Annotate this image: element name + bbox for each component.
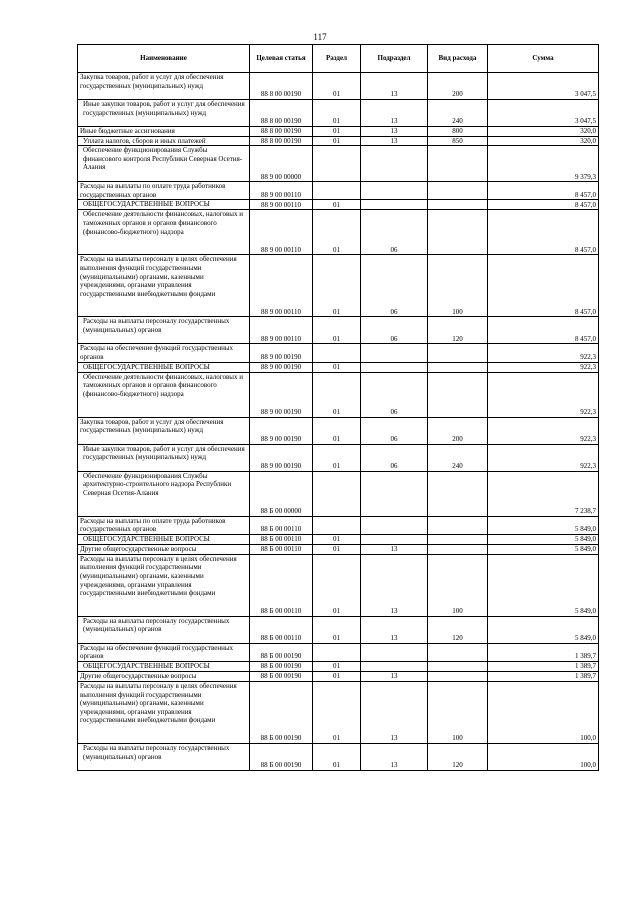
- table-row: [78, 136, 599, 146]
- cell-target: 88 9 00 00190: [250, 372, 313, 417]
- cell-expense-type: [428, 516, 488, 534]
- cell-subsection: [361, 362, 428, 372]
- cell-target: 88 9 00 00000: [250, 146, 313, 182]
- cell-expense-type: 120: [428, 743, 488, 770]
- cell-target: 88 Б 00 00110: [250, 554, 313, 616]
- cell-subsection: 13: [361, 127, 428, 137]
- cell-name: Обеспечение функционирования Службы финансового контроля Республики Северная Осетия-Алания: [78, 146, 250, 182]
- cell-subsection: 13: [361, 554, 428, 616]
- table-row: [78, 417, 599, 444]
- cell-subsection: 06: [361, 317, 428, 344]
- cell-name: Иные бюджетные ассигнования: [78, 127, 250, 137]
- table-row: [78, 73, 599, 100]
- cell-subsection: 06: [361, 417, 428, 444]
- cell-expense-type: [428, 643, 488, 661]
- cell-section: 01: [313, 681, 361, 743]
- cell-expense-type: [428, 146, 488, 182]
- cell-expense-type: 100: [428, 554, 488, 616]
- cell-section: [313, 471, 361, 516]
- cell-name: Обеспечение функционирования Службы архитектурно-строительного надзора Республики Северная Осетия-Алания: [78, 471, 250, 516]
- cell-section: 01: [313, 743, 361, 770]
- cell-subsection: 13: [361, 73, 428, 100]
- header-expense-type: Вид расхода: [428, 45, 488, 73]
- cell-name: Расходы на выплаты персоналу государственных (муниципальных) органов: [78, 317, 250, 344]
- cell-expense-type: [428, 344, 488, 362]
- cell-target: 88 8 00 00190: [250, 100, 313, 127]
- cell-name: Расходы на выплаты персоналу государственных (муниципальных) органов: [78, 743, 250, 770]
- cell-expense-type: 100: [428, 255, 488, 317]
- cell-name: Обеспечение деятельности финансовых, налоговых и таможенных органов и органов финансового (финансово-бюджетного) надзора: [78, 372, 250, 417]
- table-row: [78, 554, 599, 616]
- cell-name: Расходы на выплаты по оплате труда работников государственных органов: [78, 182, 250, 200]
- cell-amount: 5 849,0: [488, 534, 599, 544]
- cell-amount: 8 457,0: [488, 317, 599, 344]
- cell-amount: 100,0: [488, 681, 599, 743]
- cell-name: Закупка товаров, работ и услуг для обеспечения государственных (муниципальных) нужд: [78, 417, 250, 444]
- header-name: Наименование: [78, 45, 250, 73]
- cell-target: 88 Б 00 00190: [250, 671, 313, 681]
- cell-amount: 8 457,0: [488, 182, 599, 200]
- cell-subsection: 06: [361, 255, 428, 317]
- cell-amount: 922,3: [488, 362, 599, 372]
- cell-name: ОБЩЕГОСУДАРСТВЕННЫЕ ВОПРОСЫ: [78, 661, 250, 671]
- table-row: [78, 146, 599, 182]
- cell-name: Расходы на выплаты персоналу в целях обеспечения выполнения функций государственными (муниципальными) органами, казенными учреждениями, органами управления государственными внебюджетными фондами: [78, 554, 250, 616]
- cell-name: ОБЩЕГОСУДАРСТВЕННЫЕ ВОПРОСЫ: [78, 534, 250, 544]
- header-subsection: Подраздел: [361, 45, 428, 73]
- table-row: [78, 516, 599, 534]
- cell-section: 01: [313, 100, 361, 127]
- cell-expense-type: 240: [428, 100, 488, 127]
- cell-name: Расходы на выплаты персоналу в целях обеспечения выполнения функций государственными (муниципальными) органами, казенными учреждениями, органами управления государственными внебюджетными фондами: [78, 681, 250, 743]
- cell-name: Другие общегосударственные вопросы: [78, 671, 250, 681]
- cell-expense-type: 200: [428, 417, 488, 444]
- cell-subsection: [361, 146, 428, 182]
- cell-name: Другие общегосударственные вопросы: [78, 544, 250, 554]
- cell-name: Уплата налогов, сборов и иных платежей: [78, 136, 250, 146]
- cell-expense-type: 800: [428, 127, 488, 137]
- cell-name: Расходы на обеспечение функций государственных органов: [78, 344, 250, 362]
- table-row: [78, 317, 599, 344]
- cell-expense-type: [428, 200, 488, 210]
- cell-name: Иные закупки товаров, работ и услуг для обеспечения государственных (муниципальных) нужд: [78, 100, 250, 127]
- cell-target: 88 9 00 00190: [250, 444, 313, 471]
- cell-subsection: [361, 182, 428, 200]
- cell-expense-type: [428, 544, 488, 554]
- cell-name: Расходы на выплаты по оплате труда работников государственных органов: [78, 516, 250, 534]
- cell-section: 01: [313, 210, 361, 255]
- cell-name: Иные закупки товаров, работ и услуг для обеспечения государственных (муниципальных) нужд: [78, 444, 250, 471]
- cell-target: 88 9 00 00110: [250, 317, 313, 344]
- cell-target: 88 9 00 00110: [250, 210, 313, 255]
- cell-amount: 320,0: [488, 127, 599, 137]
- cell-subsection: [361, 516, 428, 534]
- table-row: [78, 100, 599, 127]
- cell-amount: 1 389,7: [488, 661, 599, 671]
- table-row: [78, 344, 599, 362]
- cell-subsection: 13: [361, 743, 428, 770]
- cell-expense-type: [428, 182, 488, 200]
- cell-amount: 7 238,7: [488, 471, 599, 516]
- cell-amount: 320,0: [488, 136, 599, 146]
- cell-expense-type: 120: [428, 317, 488, 344]
- cell-section: 01: [313, 444, 361, 471]
- table-row: [78, 182, 599, 200]
- cell-name: ОБЩЕГОСУДАРСТВЕННЫЕ ВОПРОСЫ: [78, 200, 250, 210]
- cell-amount: 922,3: [488, 372, 599, 417]
- cell-section: 01: [313, 534, 361, 544]
- cell-amount: 1 389,7: [488, 671, 599, 681]
- cell-subsection: 13: [361, 681, 428, 743]
- cell-amount: 3 047,5: [488, 100, 599, 127]
- table-row: [78, 671, 599, 681]
- cell-amount: 922,3: [488, 417, 599, 444]
- cell-expense-type: [428, 661, 488, 671]
- cell-target: 88 8 00 00190: [250, 127, 313, 137]
- cell-target: 88 Б 00 00000: [250, 471, 313, 516]
- cell-amount: 922,3: [488, 344, 599, 362]
- table-row: [78, 210, 599, 255]
- cell-section: 01: [313, 671, 361, 681]
- cell-subsection: [361, 344, 428, 362]
- table-row: [78, 544, 599, 554]
- cell-subsection: 13: [361, 544, 428, 554]
- cell-section: 01: [313, 317, 361, 344]
- table-row: [78, 643, 599, 661]
- table-row: [78, 616, 599, 643]
- header-amount: Сумма: [488, 45, 599, 73]
- cell-section: [313, 643, 361, 661]
- cell-subsection: [361, 661, 428, 671]
- cell-amount: 100,0: [488, 743, 599, 770]
- cell-amount: 5 849,0: [488, 516, 599, 534]
- cell-expense-type: 850: [428, 136, 488, 146]
- table-header-row: [78, 45, 599, 73]
- cell-section: 01: [313, 255, 361, 317]
- cell-name: ОБЩЕГОСУДАРСТВЕННЫЕ ВОПРОСЫ: [78, 362, 250, 372]
- cell-amount: 922,3: [488, 444, 599, 471]
- table-row: [78, 200, 599, 210]
- cell-target: 88 9 00 00190: [250, 362, 313, 372]
- cell-section: 01: [313, 661, 361, 671]
- budget-table: [77, 44, 599, 771]
- cell-amount: 5 849,0: [488, 544, 599, 554]
- cell-expense-type: [428, 671, 488, 681]
- cell-subsection: 13: [361, 136, 428, 146]
- cell-target: 88 9 00 00110: [250, 200, 313, 210]
- cell-name: Расходы на выплаты персоналу в целях обеспечения выполнения функций государственными (муниципальными) органами, казенными учреждениями, органами управления государственными внебюджетными фондами: [78, 255, 250, 317]
- cell-subsection: [361, 471, 428, 516]
- cell-amount: 5 849,0: [488, 616, 599, 643]
- cell-name: Обеспечение деятельности финансовых, налоговых и таможенных органов и органов финансового (финансово-бюджетного) надзора: [78, 210, 250, 255]
- table-row: [78, 444, 599, 471]
- cell-subsection: 13: [361, 671, 428, 681]
- cell-target: 88 8 00 00190: [250, 136, 313, 146]
- table-row: [78, 372, 599, 417]
- cell-section: [313, 182, 361, 200]
- cell-subsection: 06: [361, 210, 428, 255]
- cell-target: 88 Б 00 00110: [250, 534, 313, 544]
- cell-amount: 8 457,0: [488, 210, 599, 255]
- cell-target: 88 Б 00 00110: [250, 544, 313, 554]
- cell-expense-type: [428, 372, 488, 417]
- cell-target: 88 9 00 00110: [250, 255, 313, 317]
- cell-target: 88 9 00 00110: [250, 182, 313, 200]
- cell-target: 88 Б 00 00190: [250, 661, 313, 671]
- cell-section: 01: [313, 362, 361, 372]
- cell-section: 01: [313, 73, 361, 100]
- cell-section: 01: [313, 417, 361, 444]
- cell-amount: 8 457,0: [488, 200, 599, 210]
- table-row: [78, 362, 599, 372]
- cell-name: Расходы на выплаты персоналу государственных (муниципальных) органов: [78, 616, 250, 643]
- cell-section: 01: [313, 616, 361, 643]
- cell-target: 88 9 00 00190: [250, 417, 313, 444]
- cell-target: 88 Б 00 00190: [250, 743, 313, 770]
- cell-section: 01: [313, 544, 361, 554]
- cell-amount: 9 379,3: [488, 146, 599, 182]
- cell-name: Закупка товаров, работ и услуг для обеспечения государственных (муниципальных) нужд: [78, 73, 250, 100]
- cell-section: 01: [313, 136, 361, 146]
- cell-expense-type: [428, 534, 488, 544]
- cell-target: 88 Б 00 00110: [250, 616, 313, 643]
- cell-expense-type: 240: [428, 444, 488, 471]
- cell-name: Расходы на обеспечение функций государственных органов: [78, 643, 250, 661]
- cell-subsection: [361, 643, 428, 661]
- cell-expense-type: 200: [428, 73, 488, 100]
- cell-target: 88 Б 00 00110: [250, 516, 313, 534]
- table-row: [78, 255, 599, 317]
- cell-target: 88 8 00 00190: [250, 73, 313, 100]
- cell-subsection: [361, 200, 428, 210]
- cell-subsection: 13: [361, 616, 428, 643]
- cell-expense-type: [428, 362, 488, 372]
- cell-section: [313, 146, 361, 182]
- cell-subsection: 13: [361, 100, 428, 127]
- cell-target: 88 9 00 00190: [250, 344, 313, 362]
- cell-section: [313, 344, 361, 362]
- table-row: [78, 661, 599, 671]
- cell-expense-type: 120: [428, 616, 488, 643]
- table-row: [78, 743, 599, 770]
- cell-section: 01: [313, 200, 361, 210]
- cell-section: 01: [313, 127, 361, 137]
- cell-section: 01: [313, 372, 361, 417]
- table-row: [78, 471, 599, 516]
- cell-target: 88 Б 00 00190: [250, 681, 313, 743]
- cell-amount: 5 849,0: [488, 554, 599, 616]
- cell-subsection: 06: [361, 444, 428, 471]
- cell-expense-type: [428, 471, 488, 516]
- header-section: Раздел: [313, 45, 361, 73]
- cell-expense-type: 100: [428, 681, 488, 743]
- cell-section: 01: [313, 554, 361, 616]
- header-target: Целевая статья: [250, 45, 313, 73]
- cell-section: [313, 516, 361, 534]
- cell-amount: 8 457,0: [488, 255, 599, 317]
- table-row: [78, 127, 599, 137]
- table-row: [78, 534, 599, 544]
- cell-subsection: [361, 534, 428, 544]
- cell-amount: 3 047,5: [488, 73, 599, 100]
- cell-expense-type: [428, 210, 488, 255]
- cell-amount: 1 389,7: [488, 643, 599, 661]
- cell-target: 88 Б 00 00190: [250, 643, 313, 661]
- page-number: 117: [313, 32, 327, 42]
- table-row: [78, 681, 599, 743]
- cell-subsection: 06: [361, 372, 428, 417]
